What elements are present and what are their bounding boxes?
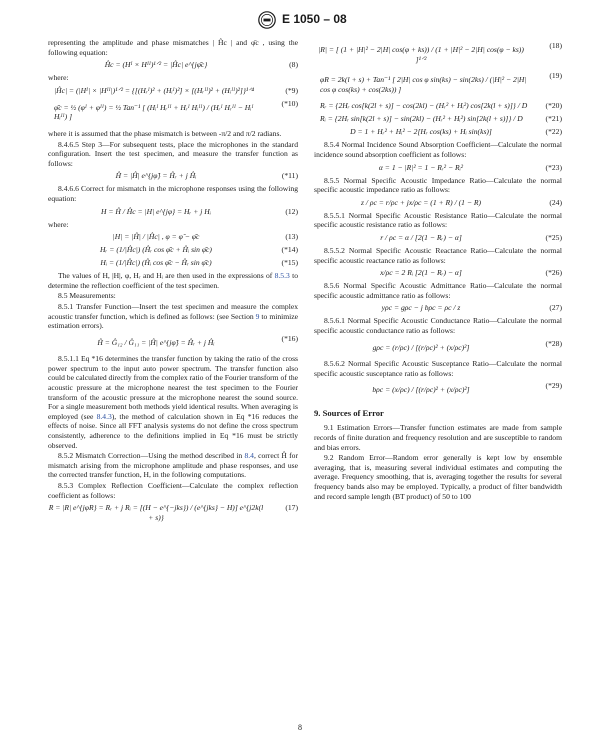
- equation-27: [314, 303, 562, 313]
- left-column: [48, 38, 298, 525]
- equation-text: x/ρc = 2 Rᵢ [2(1 − Rᵣ) − α]: [380, 268, 462, 278]
- equation-text: α = 1 − |R|² = 1 − Rᵣ² − Rᵢ²: [378, 162, 464, 172]
- equation-number: (*14): [281, 245, 298, 255]
- paragraph-8-5-4: 8.5.4 Normal Incidence Sound Absorption Coefficient—Calculate the normal incidence sound absorption coefficient as follows:: [314, 140, 562, 159]
- equation-number: (*26): [545, 268, 562, 278]
- equation-number: (19): [549, 71, 562, 81]
- equation-text: |R| = [ (1 + |H|² − 2|H| cos(φ + ks)) / (1 + |H|² − 2|H| cos(φ − ks)) ]¹ᐟ²: [318, 45, 524, 64]
- paragraph-8-4-6-6: 8.4.6.6 Correct for mismatch in the microphone responses using the following equation:: [48, 184, 298, 203]
- equation-25: [314, 233, 562, 243]
- equation-text: Ĥc = (Hᴵ × Hᴵᴵ)¹ᐟ² = |Ĥc| e^{jφ̄c}: [104, 60, 208, 70]
- text-run: to determine the reflection coefficient of the test specimen.: [48, 271, 298, 290]
- equation-number: (24): [549, 197, 562, 207]
- paragraph-8-5-1-1: [48, 354, 298, 450]
- text-run: 8.5.1.1 Eq *16 determines the transfer function by taking the ratio of the cross power spectrum to the input auto power spectrum. The transfer function also could be calculated directly from the complex ratio of the Fourier transform of the acoustic pressure at the microphone nearest the test specimen to the Fourier transform of the acoustic pressure at the microphone nearest the sound source. For a single measurement both methods yield identical results. When averaging is employed (see: [48, 354, 298, 421]
- equation-text: yρc = gρc − j bρc = ρc / z: [381, 303, 461, 313]
- equation-number: (12): [285, 206, 298, 216]
- equation-18: [314, 41, 562, 68]
- paragraph-9-2: 9.2 Random Error—Random error generally is kept low by ensemble averaging, that is, measuring several individual estimates and computing the average. Frequency smoothing, that is, averaging together the results for several frequency bands also may be employed. Typically, a product of filter bandwidth and record sample length (BT product) of 50 to 100: [314, 453, 562, 501]
- section-link[interactable]: 9: [255, 311, 260, 321]
- paragraph: representing the amplitude and phase mismatches | Ĥc | and φ̄c , using the following equation:: [48, 38, 298, 57]
- equation-26: [314, 268, 562, 278]
- text-run: , correct Ĥ for mismatch arising from the microphone amplitude and phase responses, and use the corrected transfer function, H, in the following computations.: [48, 451, 298, 480]
- equation-text: gρc = (r/ρc) / [(r/ρc)² + (x/ρc)²]: [372, 342, 470, 352]
- paragraph-8-5-2: [48, 451, 298, 480]
- equation-17: [48, 503, 298, 522]
- paragraph-8-5-5-2: 8.5.5.2 Normal Specific Acoustic Reactance Ratio—Calculate the normal specific acoustic reactance ratio as follows:: [314, 245, 562, 265]
- equation-number: (*11): [281, 171, 298, 181]
- equation-text: |H| = |Ĥ| / |Ĥc| , φ = φ̂ − φ̄c: [112, 232, 200, 242]
- equation-number: (*15): [281, 258, 298, 268]
- paragraph-8-5-6: 8.5.6 Normal Specific Acoustic Admittance Ratio—Calculate the normal specific acoustic admittance ratio as follows:: [314, 281, 562, 300]
- equation-text: D = 1 + Hᵣ² + Hᵢ² − 2[Hᵣ cos(ks) + Hᵢ sin(ks)]: [350, 127, 492, 137]
- equation-text: |Ĥc| = (|Hᴵ| × |Hᴵᴵ|)¹ᐟ² = {[(Hᵣᴵ)² + (Hᵢᴵ)²] × [(Hᵣᴵᴵ)² + (Hᵢᴵᴵ)²]}¹ᐟ⁴: [54, 85, 254, 95]
- paragraph-8-5-6-1: 8.5.6.1 Normal Specific Acoustic Conductance Ratio—Calculate the normal specific acoustic conductance ratio as follows:: [314, 316, 562, 335]
- paragraph: where it is assumed that the phase mismatch is between -π/2 and π/2 radians.: [48, 128, 282, 138]
- section-link[interactable]: 8.4.3: [96, 411, 112, 421]
- equation-text: φR = 2k(l + s) + Tan⁻¹ [ 2|H| cos φ sin(ks) − sin(2ks) / (|H|² − 2|H| cos φ cos(ks) + cos(2ks)) ]: [320, 75, 527, 94]
- equation-16: [48, 334, 298, 352]
- section-link[interactable]: 8.4: [244, 451, 254, 461]
- equation-number: (8): [289, 60, 298, 70]
- equation-number: (*20): [545, 101, 562, 111]
- equation-8: [48, 60, 298, 70]
- text-run: ), the method of calculation shown in Eq *16 reduces the effects of noise. Since all FFT analysis systems do not define the cross spectrum consistently, adherence to the definitions implied in Eq *16 must be strictly observed.: [48, 411, 298, 450]
- equation-12: [48, 207, 298, 217]
- equation-23: [314, 163, 562, 173]
- text-run: to minimize estimation errors).: [48, 311, 298, 331]
- equation-10: [48, 99, 298, 126]
- equation-text: bρc = (x/ρc) / [(r/ρc)² + (x/ρc)²]: [372, 385, 470, 395]
- paragraph-8-5-5-1: 8.5.5.1 Normal Specific Acoustic Resistance Ratio—Calculate the normal specific acoustic resistance ratio as follows:: [314, 210, 562, 230]
- equation-text: z / ρc = r/ρc + jx/ρc = (1 + R) / (1 − R): [360, 197, 482, 207]
- equation-text: Ĥ = Ĝ₁₂ / Ĝ₁₁ = |Ĥ| e^{jφ̂} = Ĥᵣ + j Ĥᵢ: [97, 337, 215, 347]
- paragraph-8-5-3: 8.5.3 Complex Reflection Coefficient—Calculate the complex reflection coefficient as follows:: [48, 481, 298, 500]
- text-run: 8.5.2 Mismatch Correction—Using the method described in: [58, 451, 245, 461]
- page-number: 8: [298, 723, 302, 732]
- equation-9: [48, 86, 298, 96]
- where-label: where:: [48, 73, 69, 83]
- equation-20: [314, 101, 562, 111]
- equation-19: [314, 71, 562, 98]
- equation-text: R = |R| e^{jφR} = Rᵣ + j Rᵢ = [(H − e^{−jks}) / (e^{jks} − H)] e^{j2k(l + s)}: [48, 503, 264, 522]
- equation-number: (17): [285, 503, 298, 513]
- equation-number: (18): [549, 41, 562, 50]
- equation-28: [314, 339, 562, 357]
- equation-number: (*29): [545, 381, 562, 391]
- equation-text: H = Ĥ / Ĥc = |H| e^{jφ} = Hᵣ + j Hᵢ: [101, 206, 211, 216]
- paragraph-8-5-5: 8.5.5 Normal Specific Acoustic Impedance Ratio—Calculate the normal specific acoustic impedance ratio as follows:: [314, 175, 562, 195]
- paragraph-8-5: 8.5 Measurements:: [58, 291, 116, 301]
- equation-number: (*16): [281, 333, 298, 343]
- equation-text: Hᵣ = (1/|Ĥc|) (Ĥᵣ cos φ̄c + Ĥᵢ sin φ̄c): [100, 245, 212, 255]
- right-column: [314, 38, 562, 502]
- equation-15: [48, 258, 298, 268]
- paragraph-8-5-6-2: 8.5.6.2 Normal Specific Acoustic Susceptance Ratio—Calculate the normal specific acoustic susceptance ratio as follows:: [314, 359, 562, 378]
- paragraph-9-1: 9.1 Estimation Errors—Transfer function estimates are made from sample records of finite duration and frequency resolution and are susceptible to random and bias errors.: [314, 423, 562, 452]
- paragraph-8-5-1: [48, 302, 298, 331]
- standard-designation: E 1050 – 08: [282, 12, 347, 26]
- equation-text: r / ρc = α / [2(1 − Rᵣ) − α]: [380, 232, 462, 242]
- equation-number: (*9): [285, 85, 298, 95]
- equation-number: (*21): [545, 114, 562, 124]
- equation-13: [48, 232, 298, 242]
- equation-11: [48, 171, 298, 181]
- equation-number: (*28): [545, 338, 562, 348]
- equation-text: Hᵢ = (1/|Ĥc|) (Ĥᵢ cos φ̄c − Ĥᵣ sin φ̄c): [100, 258, 212, 268]
- astm-logo-icon: [258, 11, 276, 29]
- page-header: [0, 10, 600, 32]
- equation-14: [48, 245, 298, 255]
- equation-number: (*22): [545, 127, 562, 137]
- equation-22: [314, 127, 562, 137]
- paragraph-8-4-6-5: 8.4.6.5 Step 3—For subsequent tests, place the microphones in the standard configuration. Insert the test specimen, and measure the transfer function as follows:: [48, 139, 298, 168]
- where-label: where:: [48, 219, 69, 229]
- text-run: 8.5.1 Transfer Function—Insert the test specimen and measure the complex acoustic transfer function, which is defined as follows: (see Section: [48, 301, 298, 321]
- section-link[interactable]: 8.5.3: [274, 271, 290, 281]
- paragraph: [48, 271, 298, 290]
- section-heading-9: 9. Sources of Error: [314, 407, 384, 418]
- equation-29: [314, 381, 562, 399]
- equation-number: (*23): [545, 162, 562, 172]
- equation-number: (*25): [545, 232, 562, 242]
- equation-number: (*10): [281, 98, 298, 108]
- equation-number: (27): [549, 303, 562, 313]
- text-run: The values of H, |H|, φ, Hᵣ and Hᵢ are then used in the expressions of: [58, 271, 275, 281]
- equation-text: Ĥ = |Ĥ| e^{jφ̂} = Ĥᵣ + j Ĥᵢ: [115, 171, 197, 181]
- equation-text: φ̄c = ½ (φᴵ + φᴵᴵ) = ½ Tan⁻¹ [ (Hᵢᴵ Hᵣᴵᴵ + Hᵣᴵ Hᵢᴵᴵ) / (Hᵣᴵ Hᵣᴵᴵ − Hᵢᴵ Hᵢᴵᴵ) ]: [54, 102, 254, 122]
- equation-21: [314, 114, 562, 124]
- equation-24: [314, 198, 562, 208]
- equation-text: Rᵢ = {2Hᵣ sin[k(2l + s)] − sin(2kl) − (Hᵣ² + Hᵢ²) sin[2k(l + s)]} / D: [320, 114, 523, 124]
- equation-text: Rᵣ = {2Hᵣ cos[k(2l + s)] − cos(2kl) − (Hᵣ² + Hᵢ²) cos[2k(l + s)]} / D: [320, 101, 528, 111]
- equation-number: (13): [285, 232, 298, 242]
